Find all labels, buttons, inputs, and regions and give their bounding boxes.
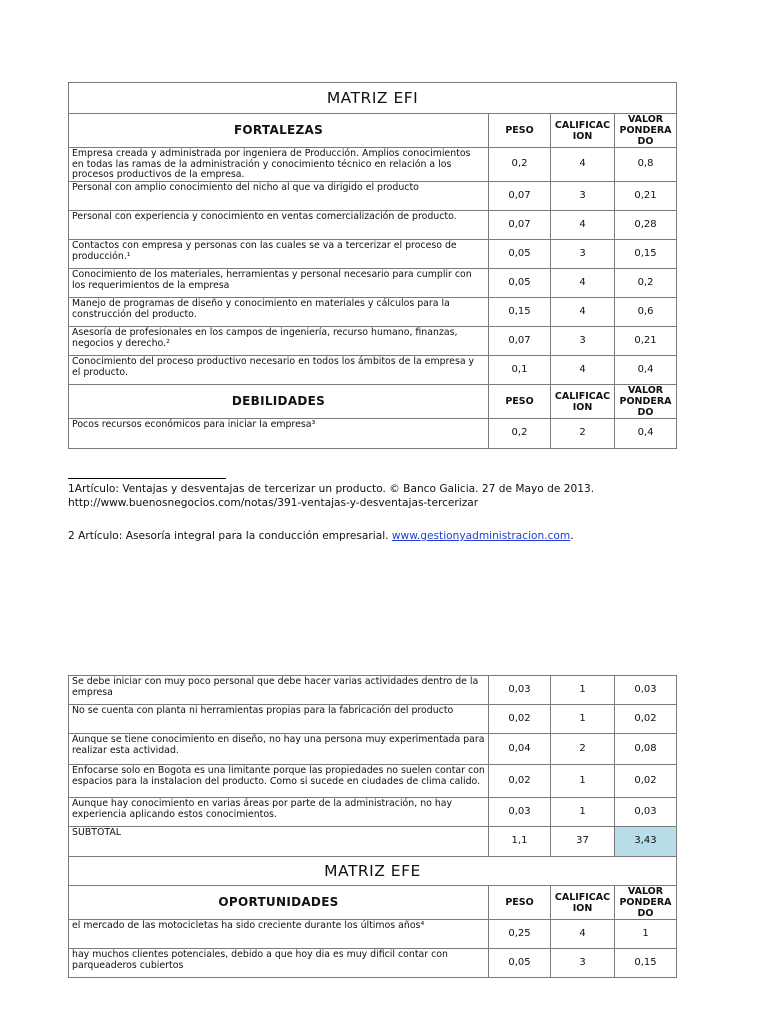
row-valor: 1	[615, 920, 677, 949]
table-row	[69, 148, 677, 182]
table-row	[69, 211, 677, 240]
row-valor: 0,28	[615, 211, 677, 240]
row-peso: 0,05	[489, 240, 551, 269]
peso-header: PESO	[489, 886, 551, 920]
row-peso: 0,05	[489, 949, 551, 978]
subtotal-peso: 1,1	[489, 827, 551, 857]
row-description: Conocimiento de los materiales, herramientas y personal necesario para cumplir con los requerimientos de la empresa	[69, 269, 489, 298]
row-description: Manejo de programas de diseño y conocimiento en materiales y cálculos para la construcción del producto.	[69, 298, 489, 327]
fortalezas-header: FORTALEZAS	[69, 114, 489, 148]
calificacion-header: CALIFICAC ION	[551, 385, 615, 419]
table-row	[69, 182, 677, 211]
row-peso: 0,04	[489, 734, 551, 765]
row-description: Se debe iniciar con muy poco personal que debe hacer varias actividades dentro de la empresa	[69, 676, 489, 705]
table-row	[69, 765, 677, 798]
row-valor: 0,03	[615, 676, 677, 705]
row-valor: 0,4	[615, 356, 677, 385]
matriz-efi-efe-table	[68, 675, 677, 978]
row-calificacion: 2	[551, 419, 615, 449]
row-calificacion: 4	[551, 920, 615, 949]
row-peso: 0,07	[489, 182, 551, 211]
debilidades-header: DEBILIDADES	[69, 385, 489, 419]
row-peso: 0,15	[489, 298, 551, 327]
row-valor: 0,4	[615, 419, 677, 449]
row-peso: 0,05	[489, 269, 551, 298]
row-peso: 0,2	[489, 148, 551, 182]
row-valor: 0,6	[615, 298, 677, 327]
calificacion-header: CALIFICAC ION	[551, 886, 615, 920]
subtotal-valor: 3,43	[615, 827, 677, 857]
table-row	[69, 798, 677, 827]
row-calificacion: 4	[551, 356, 615, 385]
row-description: Conocimiento del proceso productivo necesario en todos los ámbitos de la empresa y el producto.	[69, 356, 489, 385]
footnote-2-suffix: .	[570, 530, 574, 542]
row-description: Empresa creada y administrada por ingeniera de Producción. Amplios conocimientos en todas las ramas de la administración y conocimiento técnico en relación a los procesos productivos de la empresa.	[69, 148, 489, 182]
table-row	[69, 705, 677, 734]
row-calificacion: 3	[551, 949, 615, 978]
row-peso: 0,1	[489, 356, 551, 385]
row-peso: 0,03	[489, 798, 551, 827]
row-valor: 0,21	[615, 182, 677, 211]
subtotal-row	[69, 827, 677, 857]
row-peso: 0,02	[489, 705, 551, 734]
footnote-separator	[68, 478, 226, 479]
row-valor: 0,03	[615, 798, 677, 827]
table-row	[69, 920, 677, 949]
row-valor: 0,15	[615, 949, 677, 978]
row-calificacion: 1	[551, 705, 615, 734]
row-valor: 0,08	[615, 734, 677, 765]
row-calificacion: 3	[551, 327, 615, 356]
valor-ponderado-header: VALOR PONDERA DO	[615, 886, 677, 920]
row-valor: 0,8	[615, 148, 677, 182]
peso-header: PESO	[489, 114, 551, 148]
oportunidades-header: OPORTUNIDADES	[69, 886, 489, 920]
row-description: Personal con experiencia y conocimiento en ventas comercialización de producto.	[69, 211, 489, 240]
row-description: Asesoría de profesionales en los campos de ingeniería, recurso humano, finanzas, negocios y derecho.²	[69, 327, 489, 356]
table-row	[69, 356, 677, 385]
row-description: Aunque hay conocimiento en varias áreas por parte de la administración, no hay experiencia aplicando estos conocimientos.	[69, 798, 489, 827]
row-valor: 0,02	[615, 705, 677, 734]
footnote-2-link[interactable]: www.gestionyadministracion.com	[391, 530, 571, 542]
calificacion-header: CALIFICAC ION	[551, 114, 615, 148]
row-calificacion: 3	[551, 240, 615, 269]
row-description: No se cuenta con planta ni herramientas propias para la fabricación del producto	[69, 705, 489, 734]
row-calificacion: 4	[551, 269, 615, 298]
row-description: Personal con amplio conocimiento del nicho al que va dirigido el producto	[69, 182, 489, 211]
row-peso: 0,03	[489, 676, 551, 705]
table-row	[69, 676, 677, 705]
row-description: hay muchos clientes potenciales, debido a que hoy dia es muy dificil contar con parqueaderos cubiertos	[69, 949, 489, 978]
row-calificacion: 4	[551, 148, 615, 182]
table-row	[69, 269, 677, 298]
row-description: el mercado de las motocicletas ha sido creciente durante los últimos años⁴	[69, 920, 489, 949]
row-calificacion: 1	[551, 676, 615, 705]
subtotal-calificacion: 37	[551, 827, 615, 857]
row-peso: 0,07	[489, 211, 551, 240]
row-calificacion: 4	[551, 298, 615, 327]
row-calificacion: 2	[551, 734, 615, 765]
row-valor: 0,15	[615, 240, 677, 269]
matriz-efi-table	[68, 82, 677, 449]
matriz-efi-title: MATRIZ EFI	[69, 83, 677, 114]
valor-ponderado-header: VALOR PONDERA DO	[615, 385, 677, 419]
row-valor: 0,21	[615, 327, 677, 356]
row-valor: 0,2	[615, 269, 677, 298]
peso-header: PESO	[489, 385, 551, 419]
table-row	[69, 949, 677, 978]
row-peso: 0,02	[489, 765, 551, 798]
matriz-efe-title: MATRIZ EFE	[69, 857, 677, 886]
valor-ponderado-header: VALOR PONDERA DO	[615, 114, 677, 148]
footnote-1: 1Artículo: Ventajas y desventajas de tercerizar un producto. © Banco Galicia. 27 de Mayo de 2013. http://www.buenosnegocios.com/notas/391-ventajas-y-desventajas-tercerizar	[68, 483, 595, 509]
row-calificacion: 1	[551, 798, 615, 827]
row-description: Aunque se tiene conocimiento en diseño, no hay una persona muy experimentada para realizar esta actividad.	[69, 734, 489, 765]
table-row	[69, 327, 677, 356]
row-calificacion: 4	[551, 211, 615, 240]
table-row	[69, 419, 677, 449]
table-row	[69, 240, 677, 269]
table-row	[69, 734, 677, 765]
row-calificacion: 3	[551, 182, 615, 211]
row-peso: 0,07	[489, 327, 551, 356]
row-peso: 0,2	[489, 419, 551, 449]
subtotal-label: SUBTOTAL	[69, 827, 489, 857]
row-peso: 0,25	[489, 920, 551, 949]
footnote-2	[68, 529, 688, 543]
row-description: Pocos recursos económicos para iniciar la empresa³	[69, 419, 489, 449]
table-row	[69, 298, 677, 327]
row-valor: 0,02	[615, 765, 677, 798]
footnote-2-text: 2 Artículo: Asesoría integral para la conducción empresarial.	[68, 530, 392, 542]
row-description: Enfocarse solo en Bogota es una limitante porque las propiedades no suelen contar con espacios para la instalacion del producto. Como si sucede en ciudades de clima calido.	[69, 765, 489, 798]
row-description: Contactos con empresa y personas con las cuales se va a tercerizar el proceso de producción.¹	[69, 240, 489, 269]
row-calificacion: 1	[551, 765, 615, 798]
